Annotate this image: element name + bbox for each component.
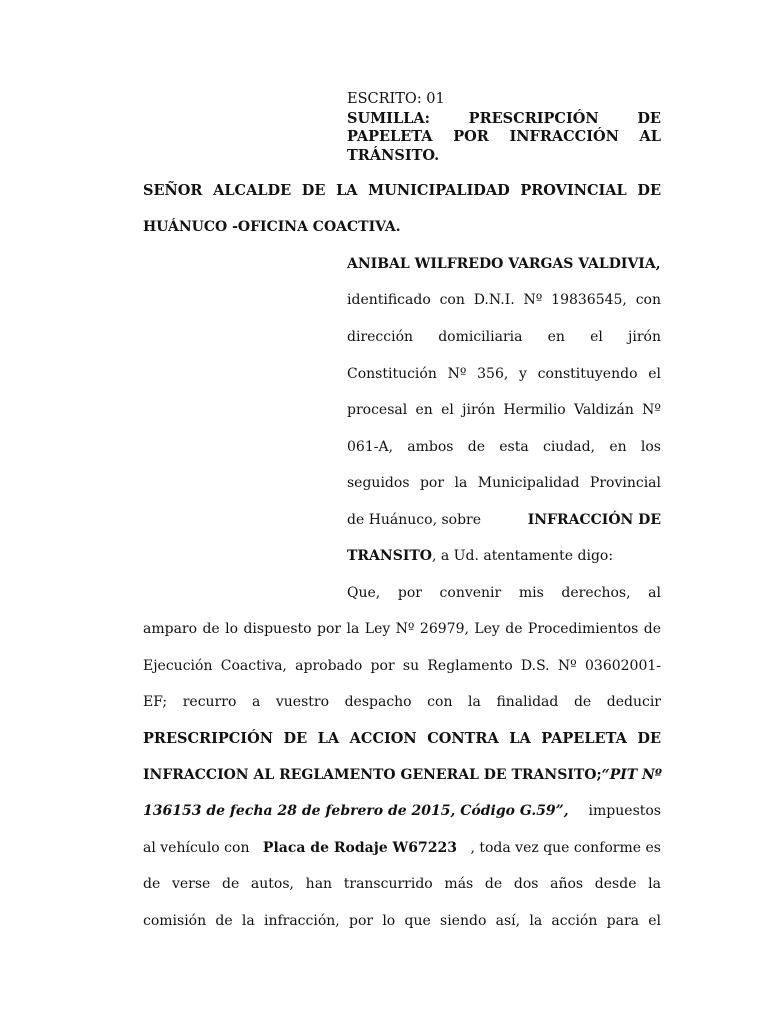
intro-line-9 <box>347 548 613 564</box>
intro-line-9-text: , a Ud. atentamente digo: <box>431 548 614 564</box>
body-line-9: de verse de autos, han transcurrido más de dos años desde la <box>143 876 661 892</box>
sumilla-line-2: PAPELETA POR INFRACCIÓN AL <box>347 128 661 145</box>
body-line-3: Ejecución Coactiva, aprobado por su Reglamento D.S. Nº 03602001- <box>143 658 661 674</box>
escrito-number: ESCRITO: 01 <box>347 91 445 107</box>
intro-line-8 <box>347 512 661 528</box>
body-line-5: PRESCRIPCIÓN DE LA ACCION CONTRA LA PAPELETA DE <box>143 730 661 747</box>
sumilla-line-1: SUMILLA: PRESCRIPCIÓN DE <box>347 110 661 127</box>
intro-line-9-bold: TRANSITO <box>347 548 432 564</box>
body-line-7 <box>143 803 661 819</box>
body-line-1: Que, por convenir mis derechos, al <box>347 585 661 601</box>
body-line-6-italic: “PIT Nº <box>601 767 662 783</box>
body-line-6 <box>143 767 661 783</box>
body-line-7-text: impuestos <box>588 803 661 819</box>
intro-line-8-text: de Huánuco, sobre <box>347 512 486 528</box>
body-line-6-bold: INFRACCION AL REGLAMENTO GENERAL DE TRANSITO; <box>143 767 602 783</box>
intro-line-8-bold: INFRACCIÓN DE <box>527 512 661 528</box>
intro-line-5: procesal en el jirón Hermilio Valdizán Nº <box>347 402 661 418</box>
intro-line-7: seguidos por la Municipalidad Provincial <box>347 475 661 491</box>
body-line-2: amparo de lo dispuesto por la Ley Nº 26979, Ley de Procedimientos de <box>143 621 661 637</box>
intro-line-2: identificado con D.N.I. Nº 19836545, con <box>347 292 661 308</box>
body-line-7-italic: 136153 de fecha 28 de febrero de 2015, Código G.59”, <box>143 803 569 819</box>
addressee-line-1: SEÑOR ALCALDE DE LA MUNICIPALIDAD PROVINCIAL DE <box>143 182 661 199</box>
petitioner-name: ANIBAL WILFREDO VARGAS VALDIVIA, <box>347 256 661 272</box>
sumilla-line-3: TRÁNSITO. <box>347 147 440 164</box>
body-line-8-text-a: al vehículo con <box>143 840 250 856</box>
body-line-8-bold: Placa de Rodaje W67223 <box>262 840 457 856</box>
intro-line-4: Constitución Nº 356, y constituyendo el <box>347 366 661 382</box>
body-line-4: EF; recurro a vuestro despacho con la finalidad de deducir <box>143 694 661 710</box>
addressee-line-2: HUÁNUCO -OFICINA COACTIVA. <box>143 219 401 235</box>
body-line-8-text-b: , toda vez que conforme es <box>470 840 661 856</box>
intro-line-6: 061-A, ambos de esta ciudad, en los <box>347 439 661 455</box>
body-line-8 <box>143 840 661 856</box>
intro-line-3: dirección domiciliaria en el jirón <box>347 329 661 345</box>
body-line-10: comisión de la infracción, por lo que siendo así, la acción para el <box>143 913 661 929</box>
